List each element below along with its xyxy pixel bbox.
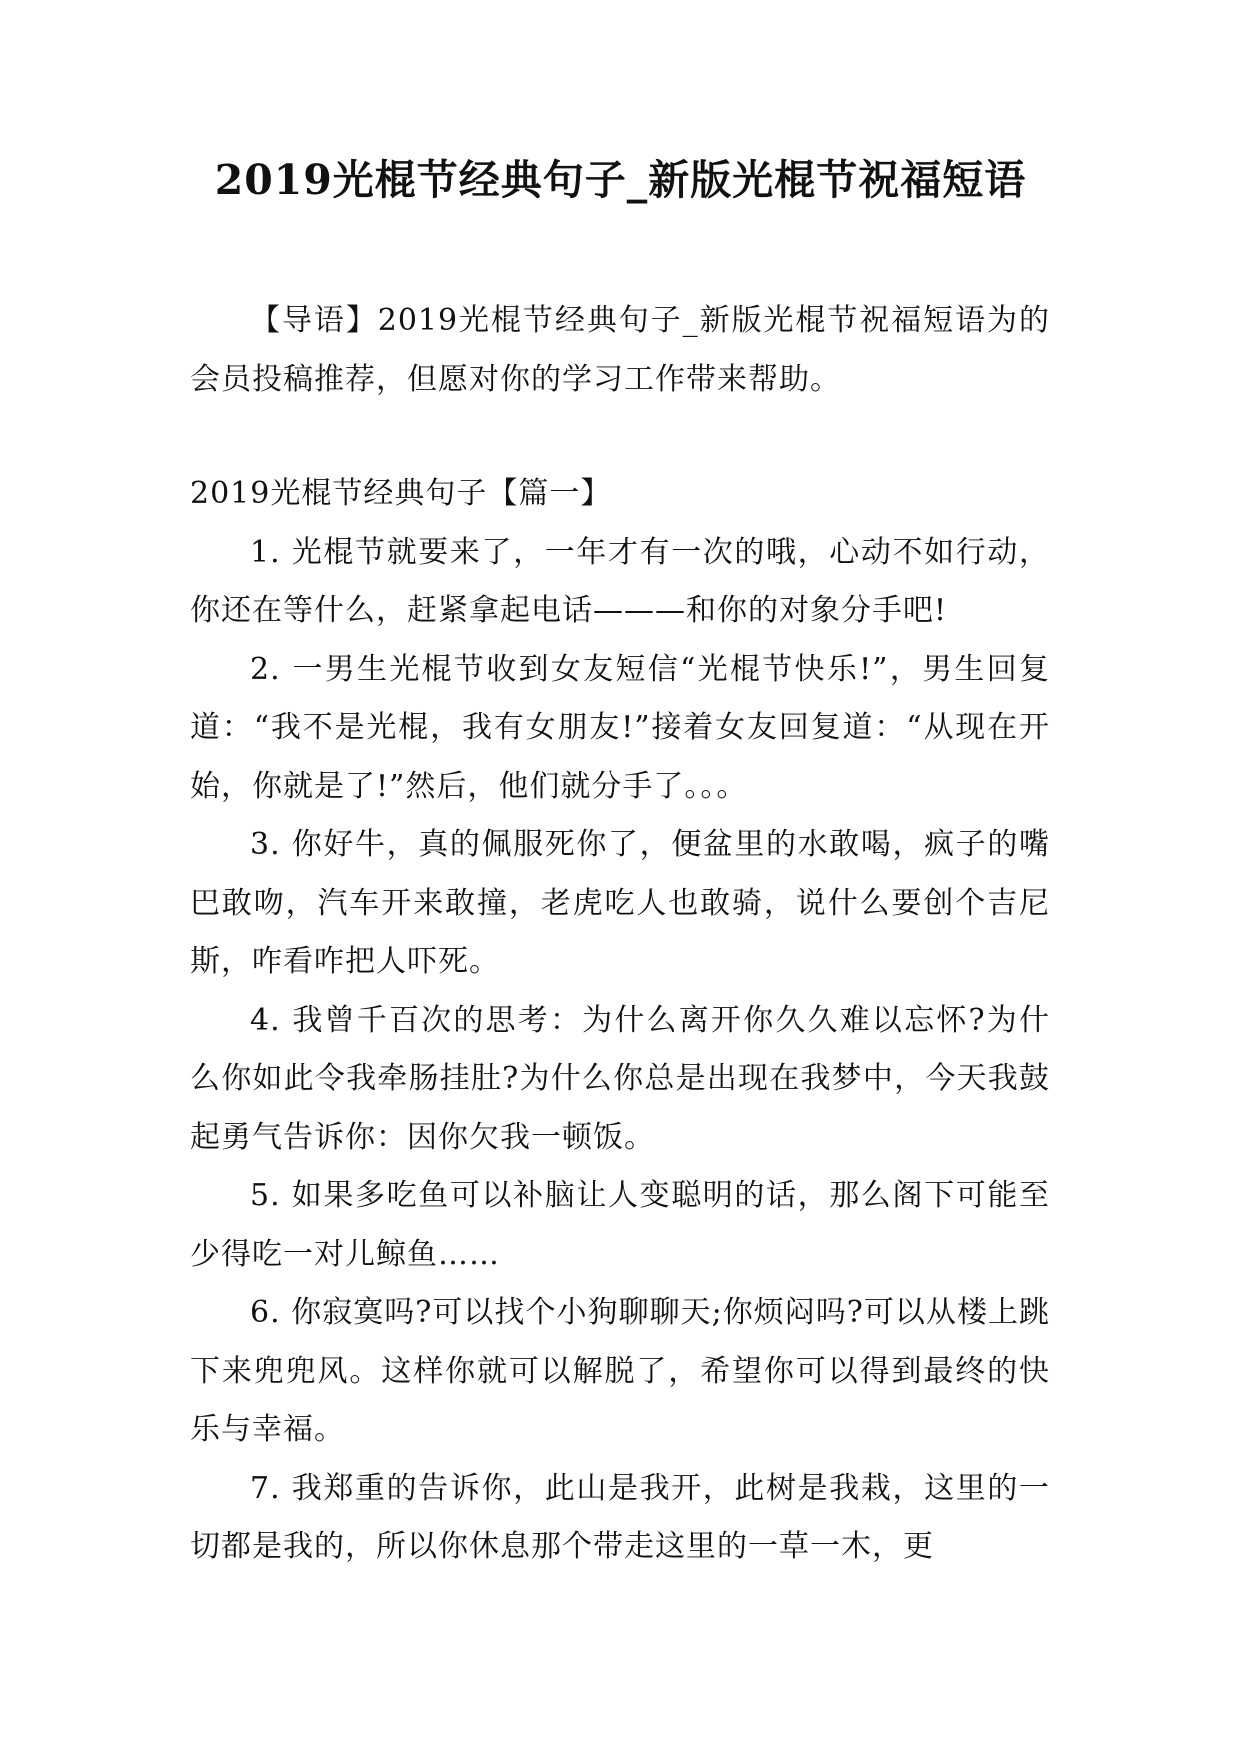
list-item: 3. 你好牛，真的佩服死你了，便盆里的水敢喝，疯子的嘴巴敢吻，汽车开来敢撞，老虎吃人也敢骑，说什么要创个吉尼斯，咋看咋把人吓死。	[190, 827, 1050, 979]
list-item: 4. 我曾千百次的思考：为什么离开你久久难以忘怀?为什么你如此令我牵肠挂肚?为什么你总是出现在我梦中，今天我鼓起勇气告诉你：因你欠我一顿饭。	[190, 1002, 1050, 1155]
document-title: 2019光棍节经典句子_新版光棍节祝福短语	[214, 156, 1027, 204]
list-item: 2. 一男生光棍节收到女友短信“光棍节快乐!”，男生回复道：“我不是光棍，我有女朋友!”接着女友回复道：“从现在开始，你就是了!”然后，他们就分手了。。。	[190, 651, 1050, 804]
list-item: 5. 如果多吃鱼可以补脑让人变聪明的话，那么阁下可能至少得吃一对儿鲸鱼……	[190, 1178, 1050, 1272]
section-heading: 2019光棍节经典句子【篇一】	[190, 476, 612, 511]
intro-paragraph: 【导语】2019光棍节经典句子_新版光棍节祝福短语为的会员投稿推荐，但愿对你的学习工作带来帮助。	[190, 303, 1050, 397]
list-item: 1. 光棍节就要来了，一年才有一次的哦，心动不如行动，你还在等什么，赶紧拿起电话———和你的对象分手吧!	[190, 534, 1050, 628]
content-block	[190, 465, 1050, 1577]
list-item: 7. 我郑重的告诉你，此山是我开，此树是我栽，这里的一切都是我的，所以你休息那个带走这里的一草一木，更	[190, 1470, 1050, 1564]
list-item: 6. 你寂寞吗?可以找个小狗聊聊天;你烦闷吗?可以从楼上跳下来兜兜风。这样你就可以解脱了，希望你可以得到最终的快乐与幸福。	[190, 1295, 1050, 1447]
intro-block	[190, 292, 1050, 409]
